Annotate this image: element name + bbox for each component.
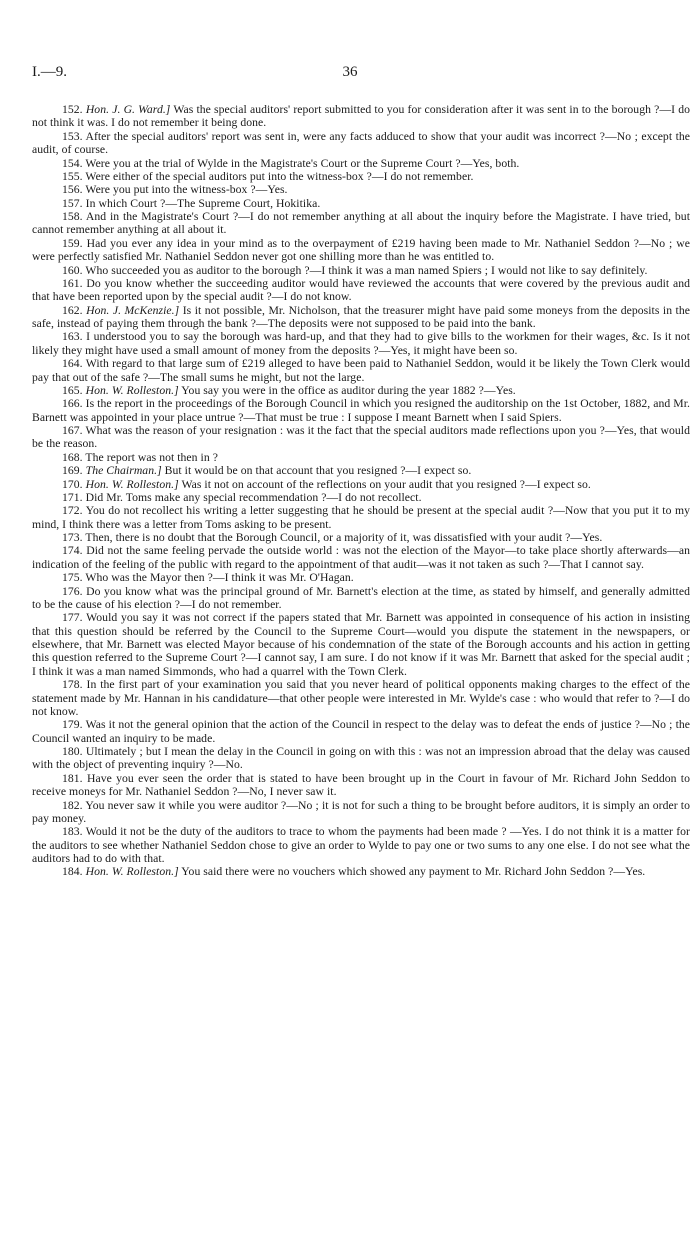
question-number: 153. [62,129,83,143]
question-text: Were either of the special auditors put into the witness-box ?—I do not remember. [85,169,474,183]
question-number: 159. [62,236,83,250]
question-paragraph [32,544,690,571]
speaker-label: Hon. W. Rolleston.] [85,477,179,491]
question-number: 170. [62,477,83,491]
question-paragraph [32,464,690,477]
question-number: 158. [62,210,83,223]
question-paragraph [32,384,690,397]
question-text: But it would be on that account that you resigned ?—I expect so. [161,464,472,478]
question-paragraph [32,357,690,384]
question-text: Do you know whether the succeeding auditor would have reviewed the accounts that were covered by the previous audit and that have been reported upon by the special audit ?—I do not know. [32,276,690,304]
question-paragraph [32,799,690,826]
question-paragraph [32,197,690,210]
question-text: I understood you to say the borough was hard-up, and that they had to give bills to the workmen for their wages, &c. Is it not likely they might have used a small amount of money from the deposits ?—Yes, it might have been so. [32,330,690,357]
question-text: Do you know what was the principal ground of Mr. Barnett's election at the time, as stated by himself, and generally admitted to be the cause of his election ?—I do not remember. [32,584,690,611]
question-text: Would you say it was not correct if the papers stated that Mr. Barnett was appointed in consequence of his action in insisting that this question should be referred by the Council to the Supreme Court—would you dispute the statement in the newspapers, or elsewhere, that Mr. Barnett was elected Mayor because of his condemnation of the state of the Borough accounts and his action in getting this question referred to the Supreme Court ?—I cannot say, I am sure. I do not know if it was Mr. Barnett that asked for the special audit ; I think it was a man named Simmonds, who had a quarrel with the Town Clerk. [32,611,690,678]
question-number: 169. [62,464,83,478]
question-paragraph [32,237,690,264]
speaker-label: Hon. J. G. Ward.] [85,103,171,116]
question-text: Have you ever seen the order that is stated to have been brought up in the Court in favour of Mr. Richard John Seddon to receive moneys for Mr. Nathaniel Seddon ?—No, I never saw it. [32,771,690,799]
question-number: 152. [62,103,83,116]
question-number: 173. [62,531,83,544]
page-header [0,64,700,84]
question-number: 155. [62,169,83,183]
question-paragraph [32,210,690,237]
question-paragraph [32,571,690,584]
question-number: 184. [62,865,83,879]
question-text: Then, there is no doubt that the Borough Council, or a majority of it, was dissatisfied with your audit ?—Yes. [85,531,603,544]
document-reference: I.—9. [32,64,67,80]
question-number: 177. [62,611,83,625]
question-paragraph [32,825,690,865]
question-paragraph [32,330,690,357]
question-text: Is it not possible, Mr. Nicholson, that the treasurer might have paid some moneys from the deposits in the safe, instead of paying them through the bank ?—The deposits were not supposed to be paid into the bank. [32,303,690,330]
question-paragraph [32,103,690,130]
question-text: Who succeeded you as auditor to the borough ?—I think it was a man named Spiers ; I would not like to say definitely. [85,263,648,277]
question-text: In which Court ?—The Supreme Court, Hokitika. [85,196,321,210]
question-paragraph [32,130,690,157]
question-number: 154. [62,156,83,170]
question-text: Did Mr. Toms make any special recommendation ?—I do not recollect. [85,490,422,504]
question-paragraph [32,264,690,277]
question-paragraph [32,277,690,304]
question-text: Were you at the trial of Wylde in the Magistrate's Court or the Supreme Court ?—Yes, both. [85,156,520,170]
speaker-label: The Chairman.] [85,464,162,478]
question-number: 166. [62,397,83,411]
question-number: 157. [62,196,83,210]
question-paragraph [32,183,690,196]
question-text: You do not recollect his writing a letter suggesting that he should be present at the special audit ?—Now that you put it to my mind, I think there was a letter from Toms asking to be present. [32,504,690,531]
question-text: You never saw it while you were auditor ?—No ; it is not for such a thing to be brought before auditors, it is simply an order to pay money. [32,798,690,825]
question-paragraph [32,678,690,718]
question-number: 168. [62,450,83,464]
question-paragraph [32,424,690,451]
question-paragraph [32,170,690,183]
question-text: Were you put into the witness-box ?—Yes. [85,183,288,197]
question-text: After the special auditors' report was sent in, were any facts adduced to show that your audit was incorrect ?—No ; except the audit, of course. [32,129,690,157]
question-number: 164. [62,357,83,371]
question-paragraph [32,451,690,464]
question-paragraph [32,504,690,531]
question-text: In the first part of your examination you said that you never heard of political opponents making charges to the effect of the statement made by Mr. Hannan in his candidature—that other people were interested in Mr. Wylde's case : who would that refer to ?—I do not know. [32,678,690,718]
question-paragraph [32,585,690,612]
question-paragraph [32,304,690,331]
question-paragraph [32,157,690,170]
question-number: 175. [62,571,83,585]
question-text: Is the report in the proceedings of the Borough Council in which you resigned the auditorship on the 1st October, 1882, and Mr. Barnett was appointed in your place untrue ?—That must be true : I suppose I meant Barnett when I said Spiers. [32,397,690,424]
testimony-body [32,103,690,879]
question-number: 178. [62,678,83,692]
question-text: Ultimately ; but I mean the delay in the Council in going on with this : was not an impression abroad that the delay was caused with the object of preventing inquiry ?—No. [32,745,690,772]
page-number: 36 [342,64,358,80]
question-text: You say you were in the office as auditor during the year 1882 ?—Yes. [178,383,516,397]
question-number: 182. [62,798,83,812]
question-number: 172. [62,504,83,518]
question-paragraph [32,478,690,491]
question-number: 183. [62,825,83,839]
question-paragraph [32,865,690,878]
question-number: 180. [62,745,83,758]
question-text: Had you ever any idea in your mind as to the overpayment of £219 having been made to Mr. Nathaniel Seddon ?—No ; we were perfectly satisfied Mr. Nathaniel Seddon never got one shilling more than he was entitled to. [32,236,690,264]
speaker-label: Hon. J. McKenzie.] [86,303,180,317]
question-number: 176. [62,584,83,598]
question-text: Would it not be the duty of the auditors to trace to whom the payments had been made ? —Yes. I do not think it is a matter for the auditors to see whether Nathaniel Seddon chose to give an order to Wylde to pay one or two sums to any one else. I do not see what the auditors had to do with that. [32,825,690,865]
question-text: Did not the same feeling pervade the outside world : was not the election of the Mayor—to take place shortly afterwards—an indication of the feeling of the public with regard to the appointment of that audit—was it not taken as such ?—That I cannot say. [32,544,690,571]
question-text: With regard to that large sum of £219 alleged to have been paid to Nathaniel Seddon, would it be likely the Town Clerk would pay that out of the safe ?—The small sums he might, but not the large. [32,357,690,384]
question-number: 162. [62,303,83,317]
question-paragraph [32,772,690,799]
question-paragraph [32,718,690,745]
question-paragraph [32,397,690,424]
question-text: Was it not the general opinion that the action of the Council in respect to the delay was to defeat the ends of justice ?—No ; the Council wanted an inquiry to be made. [32,718,691,745]
question-number: 161. [62,276,83,290]
speaker-label: Hon. W. Rolleston.] [85,383,179,397]
question-text: And in the Magistrate's Court ?—I do not remember anything at all about the inquiry before the Magistrate. I have tried, but cannot remember anything at all about it. [32,210,691,237]
question-paragraph [32,611,690,678]
question-number: 174. [62,544,83,558]
question-number: 167. [62,424,83,437]
question-number: 181. [62,771,83,785]
question-text: Was it not on account of the reflections on your audit that you resigned ?—I expect so. [178,477,591,491]
question-number: 163. [62,330,83,344]
question-number: 171. [62,490,83,504]
question-paragraph [32,491,690,504]
speaker-label: Hon. W. Rolleston.] [85,865,179,879]
question-text: Was the special auditors' report submitted to you for consideration after it was sent in to the borough ?—I do not think it was. I do not remember it being done. [32,103,690,130]
question-paragraph [32,531,690,544]
question-number: 156. [62,183,83,197]
question-text: The report was not then in ? [85,450,218,464]
question-paragraph [32,745,690,772]
question-text: Who was the Mayor then ?—I think it was Mr. O'Hagan. [85,571,354,585]
question-number: 179. [62,718,83,732]
question-number: 165. [62,383,83,397]
question-text: You said there were no vouchers which showed any payment to Mr. Richard John Seddon ?—Yes. [178,865,646,879]
question-text: What was the reason of your resignation : was it the fact that the special auditors made reflections upon you ?—Yes, that would be the reason. [32,424,690,451]
question-number: 160. [62,263,83,277]
